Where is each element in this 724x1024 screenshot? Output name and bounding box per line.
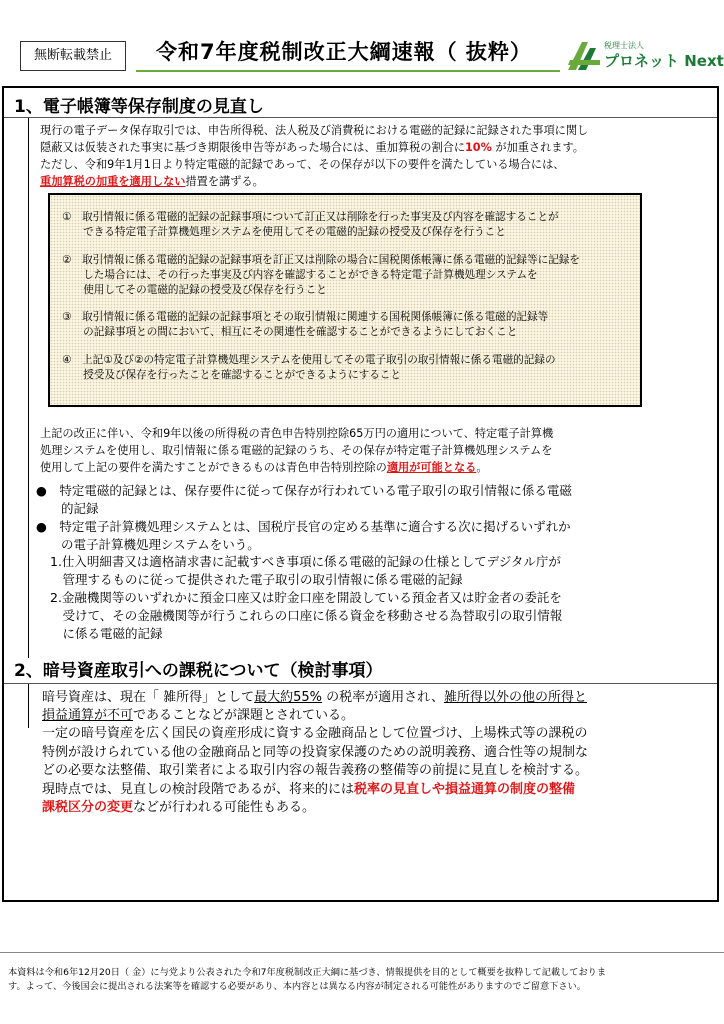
- logo-brand-name: プロネット Next: [604, 52, 724, 70]
- requirement-3: ③ 取引情報に係る電磁的記録の記録事項とその取引情報に関連する国税関係帳簿に係る電磁的記録等 の記録事項との間において、相互にその関連性を確認することができるようにしておくこと: [62, 311, 549, 338]
- section-2-heading: 2、暗号資産取引への課税について（検討事項）: [14, 661, 383, 681]
- no-reproduction-stamp: 無断転載禁止: [20, 41, 126, 71]
- section-2-margin-line: [28, 684, 29, 728]
- intro-line-4: 重加算税の加重を適用しない措置を講ずる。: [40, 175, 264, 188]
- crypto-line-7: 課税区分の変更などが行われる可能性もある。: [42, 800, 316, 815]
- after-line-2: 処理システムを使用し、取引情報に係る電磁的記録のうち、その保存が特定電子計算機処理システムを: [40, 444, 553, 457]
- crypto-line-5: どの必要な法整備、取引業者による取引内容の報告義務の整備等の前提に見直しを検討する。: [42, 763, 589, 778]
- no-surcharge-highlight: 重加算税の加重を適用しない: [40, 175, 186, 188]
- future-change-highlight: 税率の見直しや損益通算の制度の整備: [354, 782, 576, 797]
- requirement-1: ① 取引情報に係る電磁的記録の記録事項について訂正又は削除を行った事実及び内容を確認することが できる特定電子計算機処理システムを使用してその電磁的記録の授受及び保存を行うこと: [62, 211, 559, 238]
- crypto-line-2: 損益通算が不可であることなどが課題とされている。: [42, 708, 355, 723]
- numbered-item-2: 2.金融機関等のいずれかに預金口座又は貯金口座を開設している預金者又は貯金者の委託を 受けて、その金融機関等が行うこれらの口座に係る資金を移動させる為替取引の取引情報 に係る電磁的記録: [50, 590, 563, 641]
- after-line-1: 上記の改正に伴い、令和9年以後の所得税の青色申告特別控除65万円の適用について、特定電子計算機: [40, 427, 554, 440]
- pronet-logo-icon: [566, 38, 602, 72]
- after-line-3: 使用して上記の要件を満たすことができるものは青色申告特別控除の適用が可能となる。: [40, 461, 488, 474]
- crypto-line-6: 現時点では、見直しの検討段階であるが、将来的には税率の見直しや損益通算の制度の整備: [42, 782, 576, 797]
- crypto-line-3: 一定の暗号資産を広く国民の資産形成に資する金融商品として位置づけ、上場株式等の課税の: [42, 726, 588, 741]
- company-logo: [566, 36, 724, 74]
- section-1-margin-line: [28, 118, 29, 658]
- footer-disclaimer: 本資料は令和6年12月20日（ 金）に与党より公表された令和7年度税制改正大綱に基づき、情報提供を目的として概要を抜粋して記載しておりま す。よって、今後国会に提出される法案等を確認する必要があり、本内容とは異なる内容が制定される可能性がありますのでご留意下さい。: [8, 967, 607, 992]
- tax-category-highlight: 課税区分の変更: [42, 800, 134, 815]
- numbered-item-1: 1.仕入明細書又は適格請求書に記載すべき事項に係る電磁的記録の仕様としてデジタル庁が 管理するものに従って提供された電子取引の取引情報に係る電磁的記録: [50, 554, 561, 587]
- surcharge-rate: 10%: [465, 141, 492, 154]
- intro-line-1: 現行の電子データ保存取引では、申告所得税、法人税及び消費税における電磁的記録に記録された事項に関し: [40, 124, 589, 137]
- bullet-specific-record: ● 特定電磁的記録とは、保存要件に従って保存が行われている電子取引の取引情報に係る電磁 的記録: [36, 483, 572, 516]
- section-1-heading: 1、電子帳簿等保存制度の見直し: [14, 97, 264, 117]
- max-rate-highlight: 最大約55%: [254, 690, 323, 705]
- section-1-rule: [4, 117, 717, 118]
- page-title: 令和7年度税制改正大綱速報（ 抜粋）: [156, 40, 532, 64]
- section-2-rule: [4, 683, 717, 684]
- crypto-line-4: 特例が設けられている他の金融商品と同等の投資家保護のための説明義務、適合性等の規制な: [42, 745, 589, 760]
- crypto-line-1: 暗号資産は、現在「 雑所得」として最大約55% の税率が適用され、雑所得以外の他の所得と: [42, 690, 587, 705]
- requirements-box: [48, 193, 642, 407]
- bullet-specific-system: ● 特定電子計算機処理システムとは、国税庁長官の定める基準に適合する次に掲げるいずれか の電子計算機処理システムをいう。: [36, 519, 571, 552]
- title-underline: [136, 70, 560, 72]
- deduction-available-highlight: 適用が可能となる: [386, 461, 477, 474]
- intro-line-3: ただし、令和9年1月1日より特定電磁的記録であって、その保存が以下の要件を満たしている場合には、: [40, 158, 565, 171]
- intro-line-2: 隠蔽又は仮装された事実に基づき期限後申告等があった場合には、重加算税の割合に10% が加重されます。: [40, 141, 584, 154]
- footer-rule: [0, 952, 724, 953]
- logo-subtitle: 税理士法人: [604, 41, 644, 50]
- no-offset-highlight: 損益通算が不可: [42, 708, 134, 723]
- requirement-2: ② 取引情報に係る電磁的記録の記録事項を訂正又は削除の場合に国税関係帳簿に係る電磁的記録等に記録を した場合には、その行った事実及び内容を確認することができる特定電子計算機処理システムを 使用してその電磁的記録の授受及び保存を行うこと: [62, 254, 580, 296]
- requirement-4: ④ 上記①及び②の特定電子計算機処理システムを使用してその電子取引の取引情報に係る電磁的記録の 授受及び保存を行ったことを確認することができるようにすること: [62, 354, 556, 381]
